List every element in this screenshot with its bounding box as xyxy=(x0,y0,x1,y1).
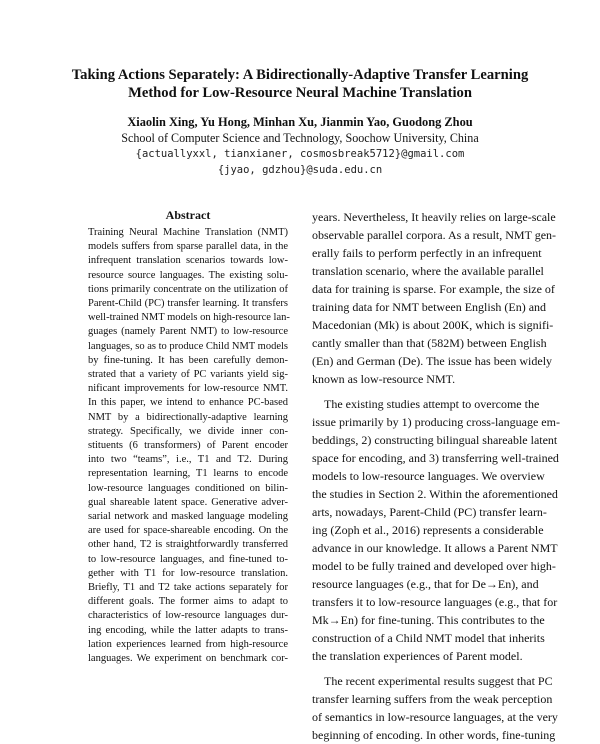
abstract-line: different goals. The former aims to adapt to xyxy=(88,596,288,608)
abstract-line: are used for space-shareable encoding. On the xyxy=(88,525,288,537)
abstract-line: Parent-Child (PC) transfer learning. It transfers xyxy=(88,298,288,309)
body-text-line: The recent experimental results suggest that PC xyxy=(324,674,553,688)
paper-title xyxy=(40,66,560,102)
abstract-line: Training Neural Machine Translation (NMT) xyxy=(88,227,288,238)
title-line-2: Method for Low-Resource Neural Machine Translation xyxy=(128,85,472,101)
body-text-line: beginning of encoding. In other words, fine-tuning xyxy=(312,728,556,742)
abstract-line: tions primarily concentrate on the utilization of xyxy=(88,283,288,295)
body-text-line: (En) and German (De). The issue has been widely xyxy=(312,354,553,368)
abstract-line: strated that a variety of PC variants yield sig- xyxy=(88,369,288,380)
body-text-line: known as low-resource NMT. xyxy=(312,372,456,386)
body-text-line: Mk→En) for fine-tuning. This contributes to the xyxy=(312,613,545,627)
abstract-line: lation experiences learned from high-resource xyxy=(88,638,288,650)
abstract-line: guages (namely Parent NMT) to low-resource xyxy=(88,326,288,338)
abstract-line: resource source languages. The existing solu- xyxy=(88,269,288,281)
abstract-line: strategy. Specifically, we divide inner con- xyxy=(88,425,288,437)
body-text-line: space for encoding, and 3) transferring well-trained xyxy=(312,451,559,465)
body-text-line: years. Nevertheless, It heavily relies on large-scale xyxy=(312,210,556,224)
body-text-line: the translation experiences of Parent model. xyxy=(312,649,523,663)
abstract-line: infrequent translation scenarios towards low- xyxy=(88,255,288,267)
body-text-line: beddings, 2) constructing bilingual shareable latent xyxy=(312,433,558,447)
body-text-line: Macedonian (Mk) is about 200K, which is signifi- xyxy=(312,318,554,332)
body-text-line: construction of a Child NMT model that inherits xyxy=(312,631,545,645)
body-text-line: transfers it to low-resource languages (e.g., that for xyxy=(312,595,558,609)
email-line-2: {jyao, gdzhou}@suda.edu.cn xyxy=(217,164,383,176)
abstract-line: languages. We experiment on benchmark cor- xyxy=(88,653,288,664)
abstract-line: gether with T1 for low-resource translation. xyxy=(88,567,288,579)
body-text-line: the studies in Section 2. Within the aforementioned xyxy=(312,487,558,501)
body-text-line: The existing studies attempt to overcome the xyxy=(324,397,540,411)
body-text-line: observable parallel corpora. As a result, NMT gen- xyxy=(312,228,557,242)
abstract-line: into two “teams”, i.e., T1 and T2. During xyxy=(88,454,288,466)
body-text-line: training data for NMT between English (En) and xyxy=(312,300,547,314)
body-text-line: model to be fully trained and developed over high- xyxy=(312,559,556,573)
abstract-line: low-resource languages conditioned on bilin- xyxy=(88,482,288,494)
abstract-line: sarial network and masked language modeling xyxy=(88,511,288,522)
abstract-line: languages, so as to produce Child NMT models xyxy=(88,340,288,352)
abstract-line: NMT by a bidirectionally-adaptive learning xyxy=(88,411,288,423)
abstract-heading: Abstract xyxy=(165,208,211,222)
abstract-line: models suffers from sparse parallel data, in the xyxy=(88,241,288,253)
abstract-line: representation learning, T1 learns to encode xyxy=(88,468,288,480)
abstract-line: well-trained NMT models on high-resource lan- xyxy=(88,312,290,324)
author-list: Xiaolin Xing, Yu Hong, Minhan Xu, Jianmin Yao, Guodong Zhou xyxy=(127,115,473,129)
abstract-line: characteristics of low-resource languages dur- xyxy=(88,610,288,622)
abstract-line: by fine-tuning. It has been carefully demon- xyxy=(88,354,288,366)
body-text-line: cantly smaller than that (582M) between English xyxy=(312,336,547,350)
body-text-line: of semantics in low-resource languages, at the very xyxy=(312,710,558,724)
body-text-line: ing (Zoph et al., 2016) represents a considerable xyxy=(312,523,544,537)
abstract-line: ing encoding, while the latter adapts to trans- xyxy=(88,624,288,636)
abstract-line: nificant improvements for low-resource NMT. xyxy=(88,383,288,395)
abstract-line: stituents (6 transformers) of Parent encoder xyxy=(88,440,288,451)
body-text-line: erally fails to perform perfectly in an infrequent xyxy=(312,246,542,260)
abstract-line: gual shareable latent space. Generative adver- xyxy=(88,496,288,508)
affiliation: School of Computer Science and Technology, Soochow University, China xyxy=(121,131,479,145)
body-text-line: models to low-resource languages. We overview xyxy=(312,469,545,483)
body-text-line: arts, nowadays, Parent-Child (PC) transfer learn- xyxy=(312,505,547,519)
abstract-line: other hand, T2 is straightforwardly transferred xyxy=(88,539,288,551)
body-text-line: translation scenario, where the available parallel xyxy=(312,264,544,278)
body-text-line: advance in our knowledge. It allows a Parent NMT xyxy=(312,541,558,555)
body-text-line: transfer learning suffers from the weak perception xyxy=(312,692,553,706)
title-line-1: Taking Actions Separately: A Bidirectionally-Adaptive Transfer Learning xyxy=(71,67,529,83)
email-line-1: {actuallyxxl, tianxianer, cosmosbreak5712}@gmail.com xyxy=(135,148,465,160)
body-text-line: data for training is sparse. For example, the size of xyxy=(312,282,555,296)
abstract-line: Briefly, T1 and T2 take actions separately for xyxy=(88,582,288,593)
body-text-line: issue primarily by 1) producing cross-language em- xyxy=(312,415,560,429)
body-text-line: resource languages (e.g., that for De→En), and xyxy=(312,577,539,591)
abstract-line: to low-resource languages, and fine-tuned to- xyxy=(88,553,288,565)
abstract-line: In this paper, we intend to enhance PC-based xyxy=(88,397,288,409)
